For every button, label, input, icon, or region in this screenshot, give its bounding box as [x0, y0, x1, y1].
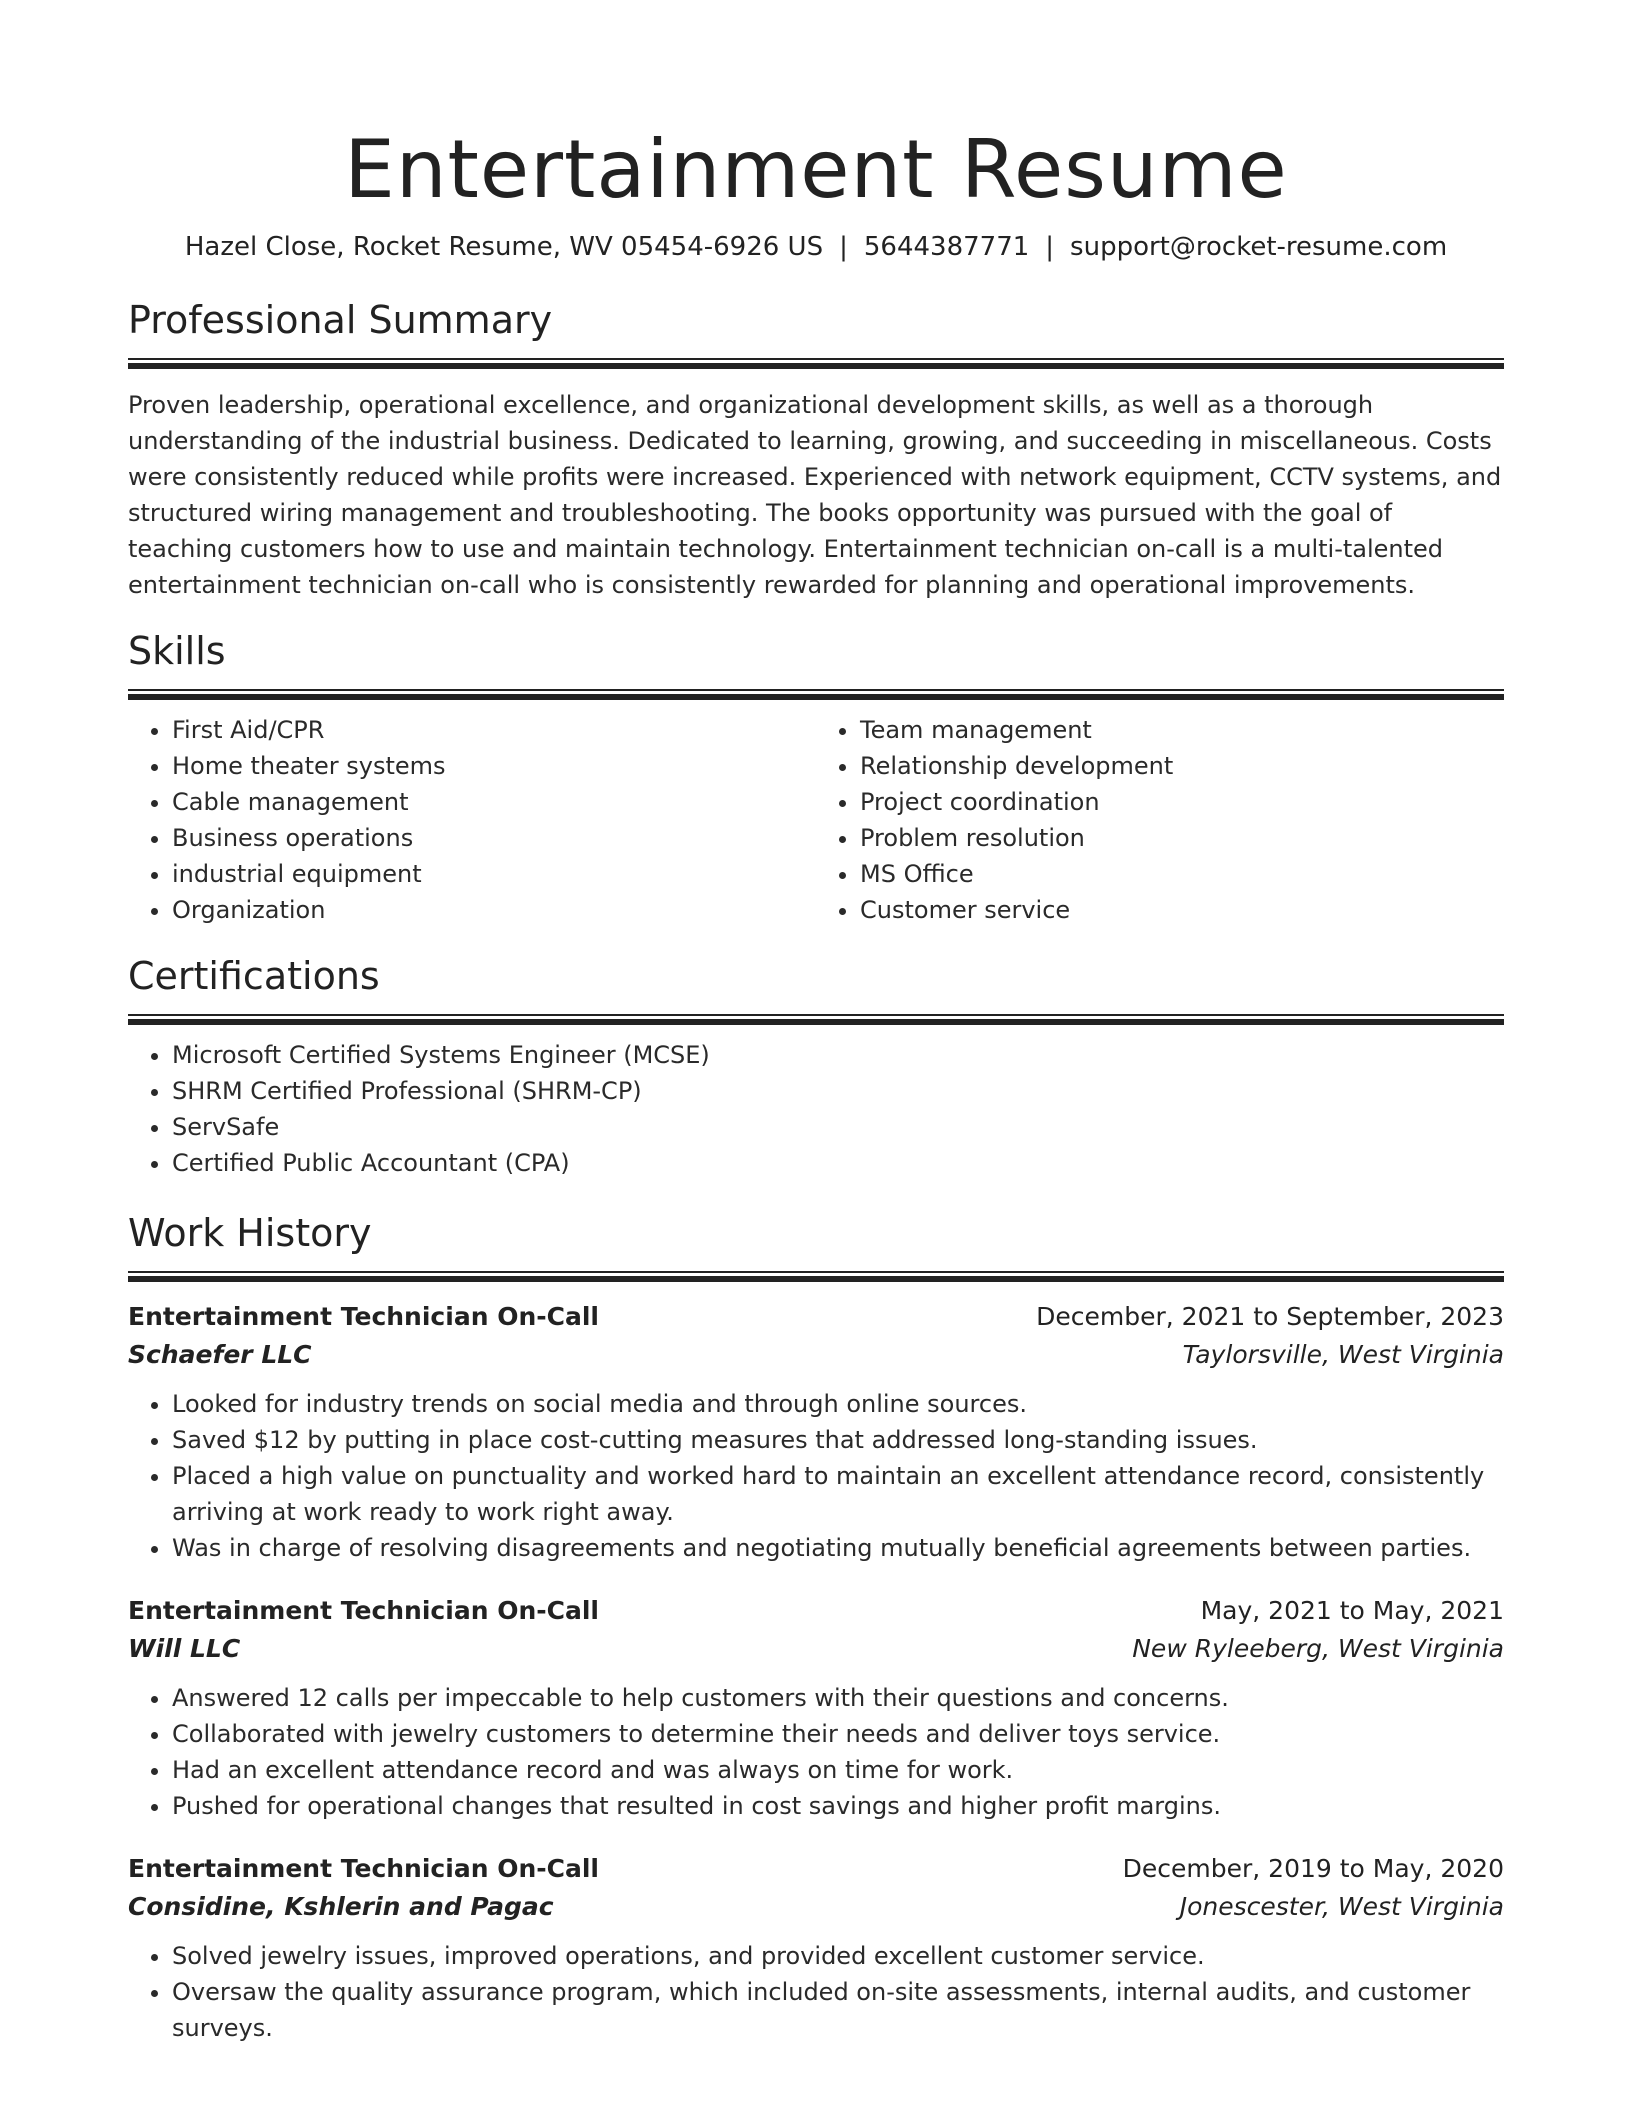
- work-history-section: [128, 1209, 1504, 2046]
- skill-item: • Business operations: [172, 820, 816, 856]
- contact-separator: |: [1045, 232, 1055, 262]
- skill-item: • Organization: [172, 892, 816, 928]
- certification-item: • ServSafe: [172, 1109, 1504, 1145]
- job-bullet: • Pushed for operational changes that resulted in cost savings and higher profit margins.: [172, 1788, 1504, 1824]
- job-entry: [128, 1850, 1504, 2046]
- section-divider: [128, 1271, 1504, 1282]
- skill-item: • industrial equipment: [172, 856, 816, 892]
- work-history-heading: Work History: [128, 1211, 372, 1255]
- job-dates: December, 2021 to September, 2023: [1036, 1302, 1504, 1331]
- summary-heading: Professional Summary: [128, 298, 553, 342]
- skill-item: • Project coordination: [860, 784, 1504, 820]
- job-title: Entertainment Technician On-Call: [128, 1596, 599, 1625]
- skills-section: [128, 627, 1504, 928]
- contact-email: support@rocket-resume.com: [1070, 232, 1448, 262]
- job-header-row: [128, 1592, 1504, 1630]
- job-bullets: [128, 1680, 1504, 1824]
- skills-list-right: [816, 712, 1504, 928]
- job-company-row: [128, 1630, 1504, 1668]
- contact-phone: 5644387771: [863, 232, 1030, 262]
- job-company: Considine, Kshlerin and Pagac: [128, 1892, 554, 1921]
- job-bullet: • Saved $12 by putting in place cost-cutting measures that addressed long-standing issues.: [172, 1422, 1504, 1458]
- job-company: Will LLC: [128, 1634, 241, 1663]
- certification-item: • Certified Public Accountant (CPA): [172, 1145, 1504, 1181]
- job-company-row: [128, 1336, 1504, 1374]
- contact-separator: |: [839, 232, 848, 262]
- section-divider: [128, 1014, 1504, 1025]
- resume-title: Entertainment Resume: [344, 123, 1288, 216]
- certifications-heading: Certifications: [128, 954, 380, 998]
- job-title: Entertainment Technician On-Call: [128, 1854, 599, 1883]
- certification-item: • SHRM Certified Professional (SHRM-CP): [172, 1073, 1504, 1109]
- section-divider: [128, 689, 1504, 700]
- job-bullet: • Had an excellent attendance record and was always on time for work.: [172, 1752, 1504, 1788]
- contact-address: Hazel Close, Rocket Resume, WV 05454-6926 US: [184, 232, 824, 262]
- skill-item: • MS Office: [860, 856, 1504, 892]
- job-bullet: • Placed a high value on punctuality and worked hard to maintain an excellent attendance record, consistently arriving at work ready to work right away.: [172, 1458, 1504, 1530]
- job-company-row: [128, 1888, 1504, 1926]
- skill-item: • First Aid/CPR: [172, 712, 816, 748]
- job-entry: [128, 1592, 1504, 1824]
- job-header-row: [128, 1298, 1504, 1336]
- skill-item: • Home theater systems: [172, 748, 816, 784]
- job-company: Schaefer LLC: [128, 1340, 312, 1369]
- summary-section: [128, 296, 1504, 603]
- job-header-row: [128, 1850, 1504, 1888]
- skill-item: • Team management: [860, 712, 1504, 748]
- job-location: Jonescester, West Virginia: [1179, 1892, 1504, 1921]
- job-bullet: • Oversaw the quality assurance program, which included on-site assessments, internal audits, and customer surveys.: [172, 1974, 1504, 2046]
- skill-item: • Cable management: [172, 784, 816, 820]
- skill-item: • Problem resolution: [860, 820, 1504, 856]
- job-bullet: • Collaborated with jewelry customers to determine their needs and deliver toys service.: [172, 1716, 1504, 1752]
- skills-list-left: [128, 712, 816, 928]
- job-bullets: [128, 1386, 1504, 1566]
- job-location: Taylorsville, West Virginia: [1182, 1340, 1504, 1369]
- certifications-list: [128, 1037, 1504, 1181]
- job-bullet: • Looked for industry trends on social media and through online sources.: [172, 1386, 1504, 1422]
- certifications-section: [128, 952, 1504, 1181]
- skill-item: • Customer service: [860, 892, 1504, 928]
- job-dates: May, 2021 to May, 2021: [1200, 1596, 1504, 1625]
- job-bullet: • Answered 12 calls per impeccable to help customers with their questions and concerns.: [172, 1680, 1504, 1716]
- skill-item: • Relationship development: [860, 748, 1504, 784]
- contact-line: [128, 230, 1504, 264]
- resume-page: [128, 0, 1504, 2046]
- certification-item: • Microsoft Certified Systems Engineer (MCSE): [172, 1037, 1504, 1073]
- job-bullet: • Was in charge of resolving disagreements and negotiating mutually beneficial agreements between parties.: [172, 1530, 1504, 1566]
- summary-text: Proven leadership, operational excellence, and organizational development skills, as well as a thorough understanding of the industrial business. Dedicated to learning, growing, and succeeding in miscellaneous. Costs were consistently reduced while profits were increased. Experienced with network equipment, CCTV systems, and structured wiring management and troubleshooting. The books opportunity was pursued with the goal of teaching customers how to use and maintain technology. Entertainment technician on-call is a multi-talented entertainment technician on-call who is consistently rewarded for planning and operational improvements.: [128, 391, 1502, 599]
- job-bullets: [128, 1938, 1504, 2046]
- skills-heading: Skills: [128, 629, 226, 673]
- job-bullet: • Solved jewelry issues, improved operations, and provided excellent customer service.: [172, 1938, 1504, 1974]
- job-dates: December, 2019 to May, 2020: [1122, 1854, 1504, 1883]
- skills-columns: [128, 700, 1504, 928]
- job-title: Entertainment Technician On-Call: [128, 1302, 599, 1331]
- job-entry: [128, 1298, 1504, 1566]
- job-location: New Ryleeberg, West Virginia: [1132, 1634, 1504, 1663]
- section-divider: [128, 358, 1504, 369]
